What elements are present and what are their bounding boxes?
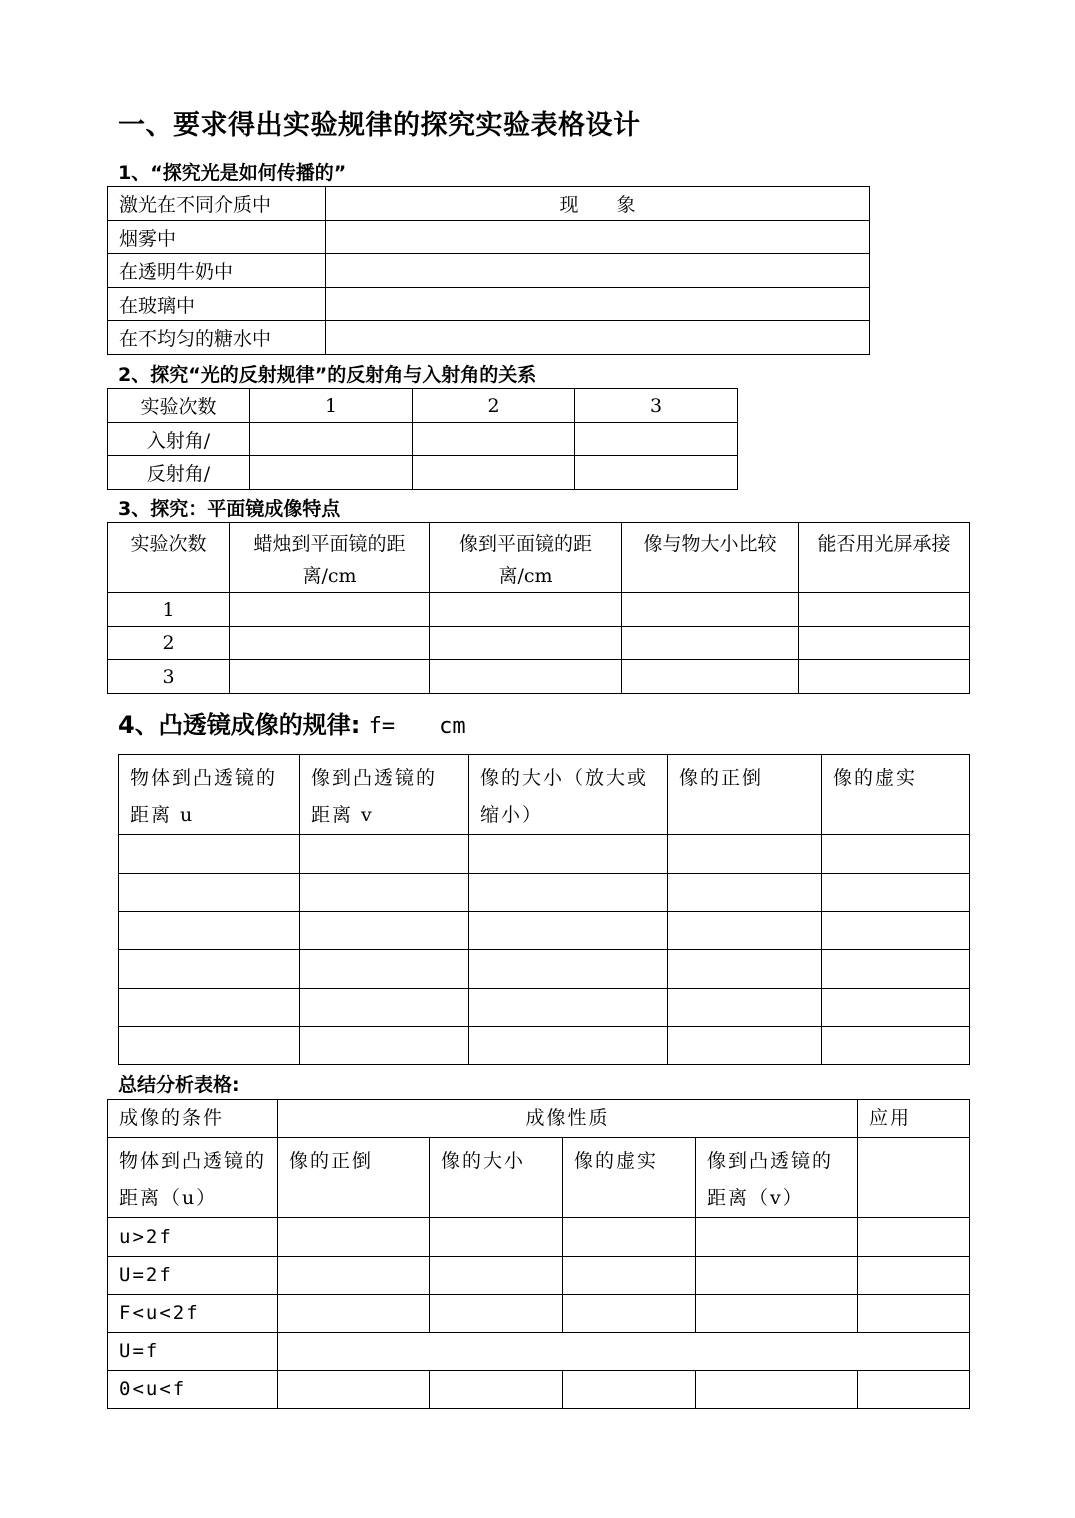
empty-cell[interactable] — [668, 950, 822, 989]
table-row — [108, 389, 738, 423]
empty-cell[interactable] — [119, 950, 300, 989]
table-row — [108, 423, 738, 456]
empty-cell[interactable] — [799, 660, 970, 694]
empty-cell[interactable] — [326, 321, 870, 355]
table-row — [108, 254, 870, 288]
summary-title: 总结分析表格: — [118, 1074, 240, 1096]
empty-cell[interactable] — [563, 1218, 696, 1257]
table-row — [119, 989, 970, 1027]
empty-cell[interactable] — [300, 950, 469, 989]
row-label: 反射角/ — [108, 456, 250, 490]
empty-cell[interactable] — [696, 1257, 858, 1295]
table-row — [108, 1295, 970, 1333]
empty-cell[interactable] — [858, 1295, 970, 1333]
empty-cell[interactable] — [278, 1257, 430, 1295]
empty-cell[interactable] — [300, 874, 469, 912]
table-row — [108, 1257, 970, 1295]
table-row — [108, 627, 970, 660]
empty-cell[interactable] — [326, 254, 870, 288]
focal-length-label: f= cm — [368, 714, 466, 739]
table-row — [108, 523, 970, 593]
empty-cell[interactable] — [822, 989, 970, 1027]
table-light-propagation — [107, 186, 870, 355]
empty-cell[interactable] — [278, 1218, 430, 1257]
empty-cell[interactable] — [469, 874, 668, 912]
table-row — [108, 660, 970, 694]
header-cell: 像的正倒 — [668, 755, 822, 835]
empty-cell[interactable] — [822, 835, 970, 874]
empty-cell[interactable] — [230, 593, 430, 627]
table-plane-mirror — [107, 522, 970, 694]
empty-cell[interactable] — [430, 1371, 563, 1409]
table-row — [108, 1100, 970, 1138]
section1-title: 1、“探究光是如何传播的” — [118, 162, 347, 184]
empty-cell[interactable] — [469, 1027, 668, 1065]
empty-cell[interactable] — [430, 660, 622, 694]
table-row — [108, 321, 870, 355]
header-cell: 2 — [413, 389, 575, 423]
row-label: 在透明牛奶中 — [108, 254, 326, 288]
empty-cell[interactable] — [300, 835, 469, 874]
table-row — [119, 835, 970, 874]
table-row — [119, 950, 970, 989]
empty-cell[interactable] — [469, 912, 668, 950]
header-cell: 应用 — [858, 1100, 970, 1138]
main-title: 一、要求得出实验规律的探究实验表格设计 — [118, 110, 641, 141]
header-cell: 成像性质 — [278, 1100, 858, 1138]
table-row — [119, 1027, 970, 1065]
section4-title-text: 4、凸透镜成像的规律: — [118, 711, 361, 739]
empty-cell[interactable] — [119, 874, 300, 912]
header-cell: 现 象 — [326, 187, 870, 221]
empty-cell[interactable] — [119, 989, 300, 1027]
empty-cell[interactable] — [230, 660, 430, 694]
table-row — [108, 1371, 970, 1409]
table-row — [119, 912, 970, 950]
empty-cell[interactable] — [668, 912, 822, 950]
header-cell: 像到凸透镜的距离 v — [300, 755, 469, 835]
empty-cell[interactable] — [575, 456, 738, 490]
table-row — [108, 593, 970, 627]
header-cell: 激光在不同介质中 — [108, 187, 326, 221]
table-row — [108, 288, 870, 321]
empty-cell[interactable] — [326, 221, 870, 254]
empty-cell[interactable] — [622, 660, 799, 694]
header-cell: 像的虚实 — [822, 755, 970, 835]
header-cell: 蜡烛到平面镜的距离/cm — [230, 523, 430, 593]
empty-cell[interactable] — [696, 1371, 858, 1409]
header-cell: 像到平面镜的距离/cm — [430, 523, 622, 593]
empty-cell[interactable] — [858, 1371, 970, 1409]
table-row — [108, 1138, 970, 1218]
empty-cell[interactable] — [563, 1371, 696, 1409]
empty-cell[interactable] — [858, 1138, 970, 1218]
header-cell: 像到凸透镜的距离（v） — [696, 1138, 858, 1218]
row-label: 在玻璃中 — [108, 288, 326, 321]
empty-cell[interactable] — [822, 874, 970, 912]
empty-cell[interactable] — [668, 835, 822, 874]
empty-cell[interactable] — [119, 1027, 300, 1065]
empty-cell[interactable] — [278, 1295, 430, 1333]
empty-cell[interactable] — [563, 1295, 696, 1333]
header-cell: 像的大小 — [430, 1138, 563, 1218]
header-cell: 3 — [575, 389, 738, 423]
empty-cell[interactable] — [469, 950, 668, 989]
empty-cell[interactable] — [413, 456, 575, 490]
empty-cell[interactable] — [822, 950, 970, 989]
table-summary — [107, 1099, 970, 1409]
empty-cell[interactable] — [413, 423, 575, 456]
empty-cell[interactable] — [278, 1371, 430, 1409]
header-cell: 物体到凸透镜的距离（u） — [108, 1138, 278, 1218]
empty-cell[interactable] — [622, 627, 799, 660]
empty-cell[interactable] — [858, 1257, 970, 1295]
table-row — [108, 1333, 970, 1371]
empty-cell[interactable] — [563, 1257, 696, 1295]
empty-cell[interactable] — [668, 1027, 822, 1065]
empty-cell[interactable] — [278, 1333, 970, 1371]
empty-cell[interactable] — [119, 835, 300, 874]
row-label: U=2f — [108, 1257, 278, 1295]
empty-cell[interactable] — [230, 627, 430, 660]
row-label: 在不均匀的糖水中 — [108, 321, 326, 355]
empty-cell[interactable] — [430, 627, 622, 660]
table-row — [108, 1218, 970, 1257]
table-row — [108, 187, 870, 221]
row-label: 0<u<f — [108, 1371, 278, 1409]
empty-cell[interactable] — [822, 912, 970, 950]
empty-cell[interactable] — [622, 593, 799, 627]
table-row — [108, 456, 738, 490]
empty-cell[interactable] — [668, 989, 822, 1027]
empty-cell[interactable] — [250, 456, 413, 490]
empty-cell[interactable] — [575, 423, 738, 456]
empty-cell[interactable] — [469, 835, 668, 874]
section4-title — [118, 705, 466, 740]
empty-cell[interactable] — [300, 1027, 469, 1065]
header-cell: 像的虚实 — [563, 1138, 696, 1218]
row-label: 2 — [108, 627, 230, 660]
table-convex-lens — [118, 754, 970, 1065]
row-label: 3 — [108, 660, 230, 694]
empty-cell[interactable] — [326, 288, 870, 321]
empty-cell[interactable] — [696, 1295, 858, 1333]
row-label: F<u<2f — [108, 1295, 278, 1333]
table-row — [108, 221, 870, 254]
empty-cell[interactable] — [799, 627, 970, 660]
header-cell: 成像的条件 — [108, 1100, 278, 1138]
header-cell: 实验次数 — [108, 523, 230, 593]
empty-cell[interactable] — [469, 989, 668, 1027]
empty-cell[interactable] — [300, 989, 469, 1027]
empty-cell[interactable] — [300, 912, 469, 950]
empty-cell[interactable] — [119, 912, 300, 950]
header-cell: 1 — [250, 389, 413, 423]
header-cell: 物体到凸透镜的距离 u — [119, 755, 300, 835]
section3-title: 3、探究：平面镜成像特点 — [118, 498, 341, 520]
row-label: u>2f — [108, 1218, 278, 1257]
table-row — [119, 755, 970, 835]
empty-cell[interactable] — [430, 593, 622, 627]
table-row — [119, 874, 970, 912]
empty-cell[interactable] — [250, 423, 413, 456]
empty-cell[interactable] — [430, 1295, 563, 1333]
empty-cell[interactable] — [668, 874, 822, 912]
header-cell: 能否用光屏承接 — [799, 523, 970, 593]
row-label: 1 — [108, 593, 230, 627]
empty-cell[interactable] — [858, 1218, 970, 1257]
table-reflection — [107, 388, 738, 490]
row-label: 入射角/ — [108, 423, 250, 456]
section2-title: 2、探究“光的反射规律”的反射角与入射角的关系 — [118, 364, 537, 386]
empty-cell[interactable] — [430, 1257, 563, 1295]
header-cell: 像的大小（放大或缩小） — [469, 755, 668, 835]
empty-cell[interactable] — [822, 1027, 970, 1065]
header-cell: 实验次数 — [108, 389, 250, 423]
row-label: 烟雾中 — [108, 221, 326, 254]
empty-cell[interactable] — [430, 1218, 563, 1257]
empty-cell[interactable] — [696, 1218, 858, 1257]
row-label: U=f — [108, 1333, 278, 1371]
header-cell: 像与物大小比较 — [622, 523, 799, 593]
header-cell: 像的正倒 — [278, 1138, 430, 1218]
empty-cell[interactable] — [799, 593, 970, 627]
